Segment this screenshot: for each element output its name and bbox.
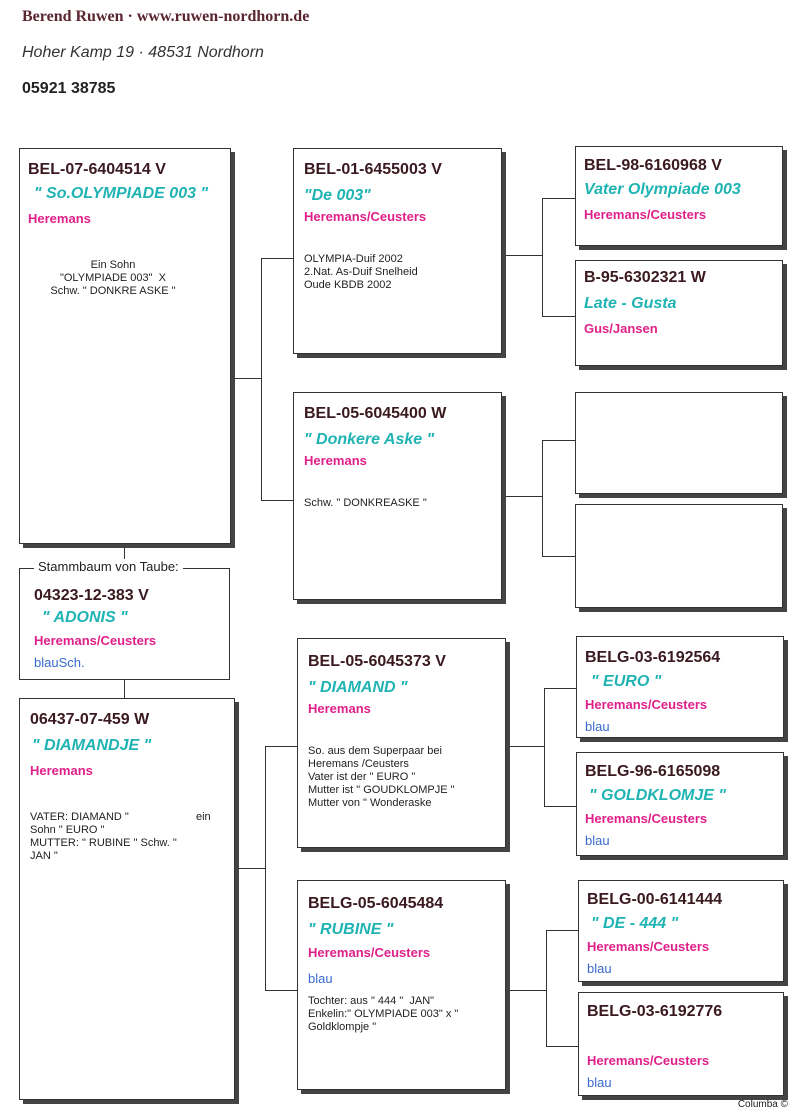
connector <box>546 1046 578 1047</box>
pigeon-color: blau <box>308 971 333 986</box>
connector <box>544 688 545 806</box>
breeder-name: Heremans/Ceusters <box>587 1053 710 1068</box>
pigeon-color: blau <box>587 1075 612 1090</box>
connector <box>542 316 575 317</box>
connector <box>542 440 543 556</box>
pigeon-note: ein <box>196 811 211 823</box>
pigeon-note: So. aus dem Superpaar bei Heremans /Ceusters Vater ist der " EURO " Mutter ist " GOUDKLOMPJE " Mutter von " Wonderaske <box>308 745 455 809</box>
breeder-name: Heremans <box>304 453 367 468</box>
connector <box>265 746 297 747</box>
pigeon-name: "De 003" <box>304 187 371 204</box>
pigeon-note: Tochter: aus " 444 " JAN" Enkelin:" OLYMPIADE 003" x " Goldklompje " <box>308 995 459 1033</box>
breeder-name: Gus/Jansen <box>584 321 658 336</box>
connector <box>542 198 543 316</box>
pigeon-name: " So.OLYMPIADE 003 " <box>34 185 209 202</box>
breeder-name: Heremans/Ceusters <box>585 811 708 826</box>
ring-number: BEL-98-6160968 V <box>584 157 722 174</box>
breeder-name: Heremans <box>308 701 371 716</box>
breeder-name: Heremans/Ceusters <box>34 633 157 648</box>
great-grandparent-card-4-empty <box>575 504 783 608</box>
pigeon-name: " DIAMANDJE " <box>32 737 152 754</box>
mother-pigeon-card <box>19 698 235 1100</box>
ring-number: 06437-07-459 W <box>30 711 150 728</box>
pigeon-name: " DIAMAND " <box>308 679 408 696</box>
stammbaum-frame <box>19 568 230 680</box>
pigeon-name: " GOLDKLOMJE " <box>589 787 726 804</box>
ring-number: BELG-96-6165098 <box>585 763 721 780</box>
ring-number: BELG-00-6141444 <box>587 891 723 908</box>
ring-number: BEL-01-6455003 V <box>304 161 442 178</box>
ring-number: BELG-03-6192564 <box>585 649 721 666</box>
great-grandparent-card-3-empty <box>575 392 783 494</box>
pigeon-name: " RUBINE " <box>308 921 394 938</box>
header-breeder-website: Berend Ruwen · www.ruwen-nordhorn.de <box>22 8 310 25</box>
breeder-name: Heremans/Ceusters <box>585 697 708 712</box>
grandparent-card-4 <box>297 880 506 1090</box>
connector <box>231 378 261 379</box>
ring-number: BELG-05-6045484 <box>308 895 444 912</box>
great-grandparent-card-8 <box>578 992 784 1096</box>
connector <box>261 258 262 500</box>
connector <box>261 500 293 501</box>
pigeon-color: blauSch. <box>34 655 85 670</box>
connector <box>542 556 575 557</box>
connector <box>544 688 576 689</box>
pigeon-note: OLYMPIA-Duif 2002 2.Nat. As-Duif Snelheid Oude KBDB 2002 <box>304 253 418 291</box>
subject-pigeon-card <box>19 148 231 544</box>
ring-number: BEL-07-6404514 V <box>28 161 166 178</box>
pigeon-color: blau <box>585 833 610 848</box>
great-grandparent-card-5 <box>576 636 784 738</box>
pigeon-note: Sohn " EURO " MUTTER: " RUBINE " Schw. " JAN " <box>30 824 177 862</box>
connector <box>506 990 546 991</box>
great-grandparent-card-6 <box>576 752 784 856</box>
stammbaum-title: Stammbaum von Taube: <box>34 559 183 574</box>
pigeon-color: blau <box>587 961 612 976</box>
breeder-name: Heremans/Ceusters <box>584 207 707 222</box>
connector <box>546 930 547 1046</box>
connector <box>502 255 542 256</box>
connector <box>542 198 575 199</box>
grandparent-card-1 <box>293 148 502 354</box>
footer-copyright: Columba © <box>737 1099 788 1110</box>
breeder-name: Heremans <box>30 763 93 778</box>
connector <box>235 868 265 869</box>
connector <box>265 746 266 990</box>
pigeon-name: Late - Gusta <box>584 295 677 312</box>
connector <box>265 990 297 991</box>
pigeon-color: blau <box>585 719 610 734</box>
grandparent-card-2 <box>293 392 502 600</box>
ring-number: BEL-05-6045373 V <box>308 653 446 670</box>
grandparent-card-3 <box>297 638 506 848</box>
great-grandparent-card-7 <box>578 880 784 982</box>
pigeon-name: " DE - 444 " <box>591 915 679 932</box>
pigeon-note: VATER: DIAMAND " <box>30 811 129 823</box>
ring-number: BELG-03-6192776 <box>587 1003 723 1020</box>
header-address: Hoher Kamp 19 · 48531 Nordhorn <box>22 44 264 61</box>
connector <box>542 440 575 441</box>
pigeon-note: Schw. " DONKREASKE " <box>304 497 427 509</box>
great-grandparent-card-1 <box>575 146 783 246</box>
ring-number: BEL-05-6045400 W <box>304 405 447 422</box>
pigeon-note: Ein Sohn "OLYMPIADE 003" X Schw. " DONKRE ASKE " <box>50 259 176 297</box>
pigeon-name: " Donkere Aske " <box>304 431 435 448</box>
connector <box>506 746 544 747</box>
ring-number: B-95-6302321 W <box>584 269 706 286</box>
breeder-name: Heremans <box>28 211 91 226</box>
breeder-name: Heremans/Ceusters <box>304 209 427 224</box>
connector <box>502 496 542 497</box>
pigeon-name: Vater Olympiade 003 <box>584 181 741 198</box>
connector <box>544 806 576 807</box>
connector <box>546 930 578 931</box>
breeder-name: Heremans/Ceusters <box>308 945 431 960</box>
ring-number: 04323-12-383 V <box>34 587 149 604</box>
breeder-name: Heremans/Ceusters <box>587 939 710 954</box>
connector <box>124 680 125 698</box>
header-phone: 05921 38785 <box>22 80 116 97</box>
great-grandparent-card-2 <box>575 260 783 366</box>
pigeon-name: " EURO " <box>591 673 662 690</box>
connector <box>261 258 293 259</box>
pigeon-name: " ADONIS " <box>42 609 128 626</box>
